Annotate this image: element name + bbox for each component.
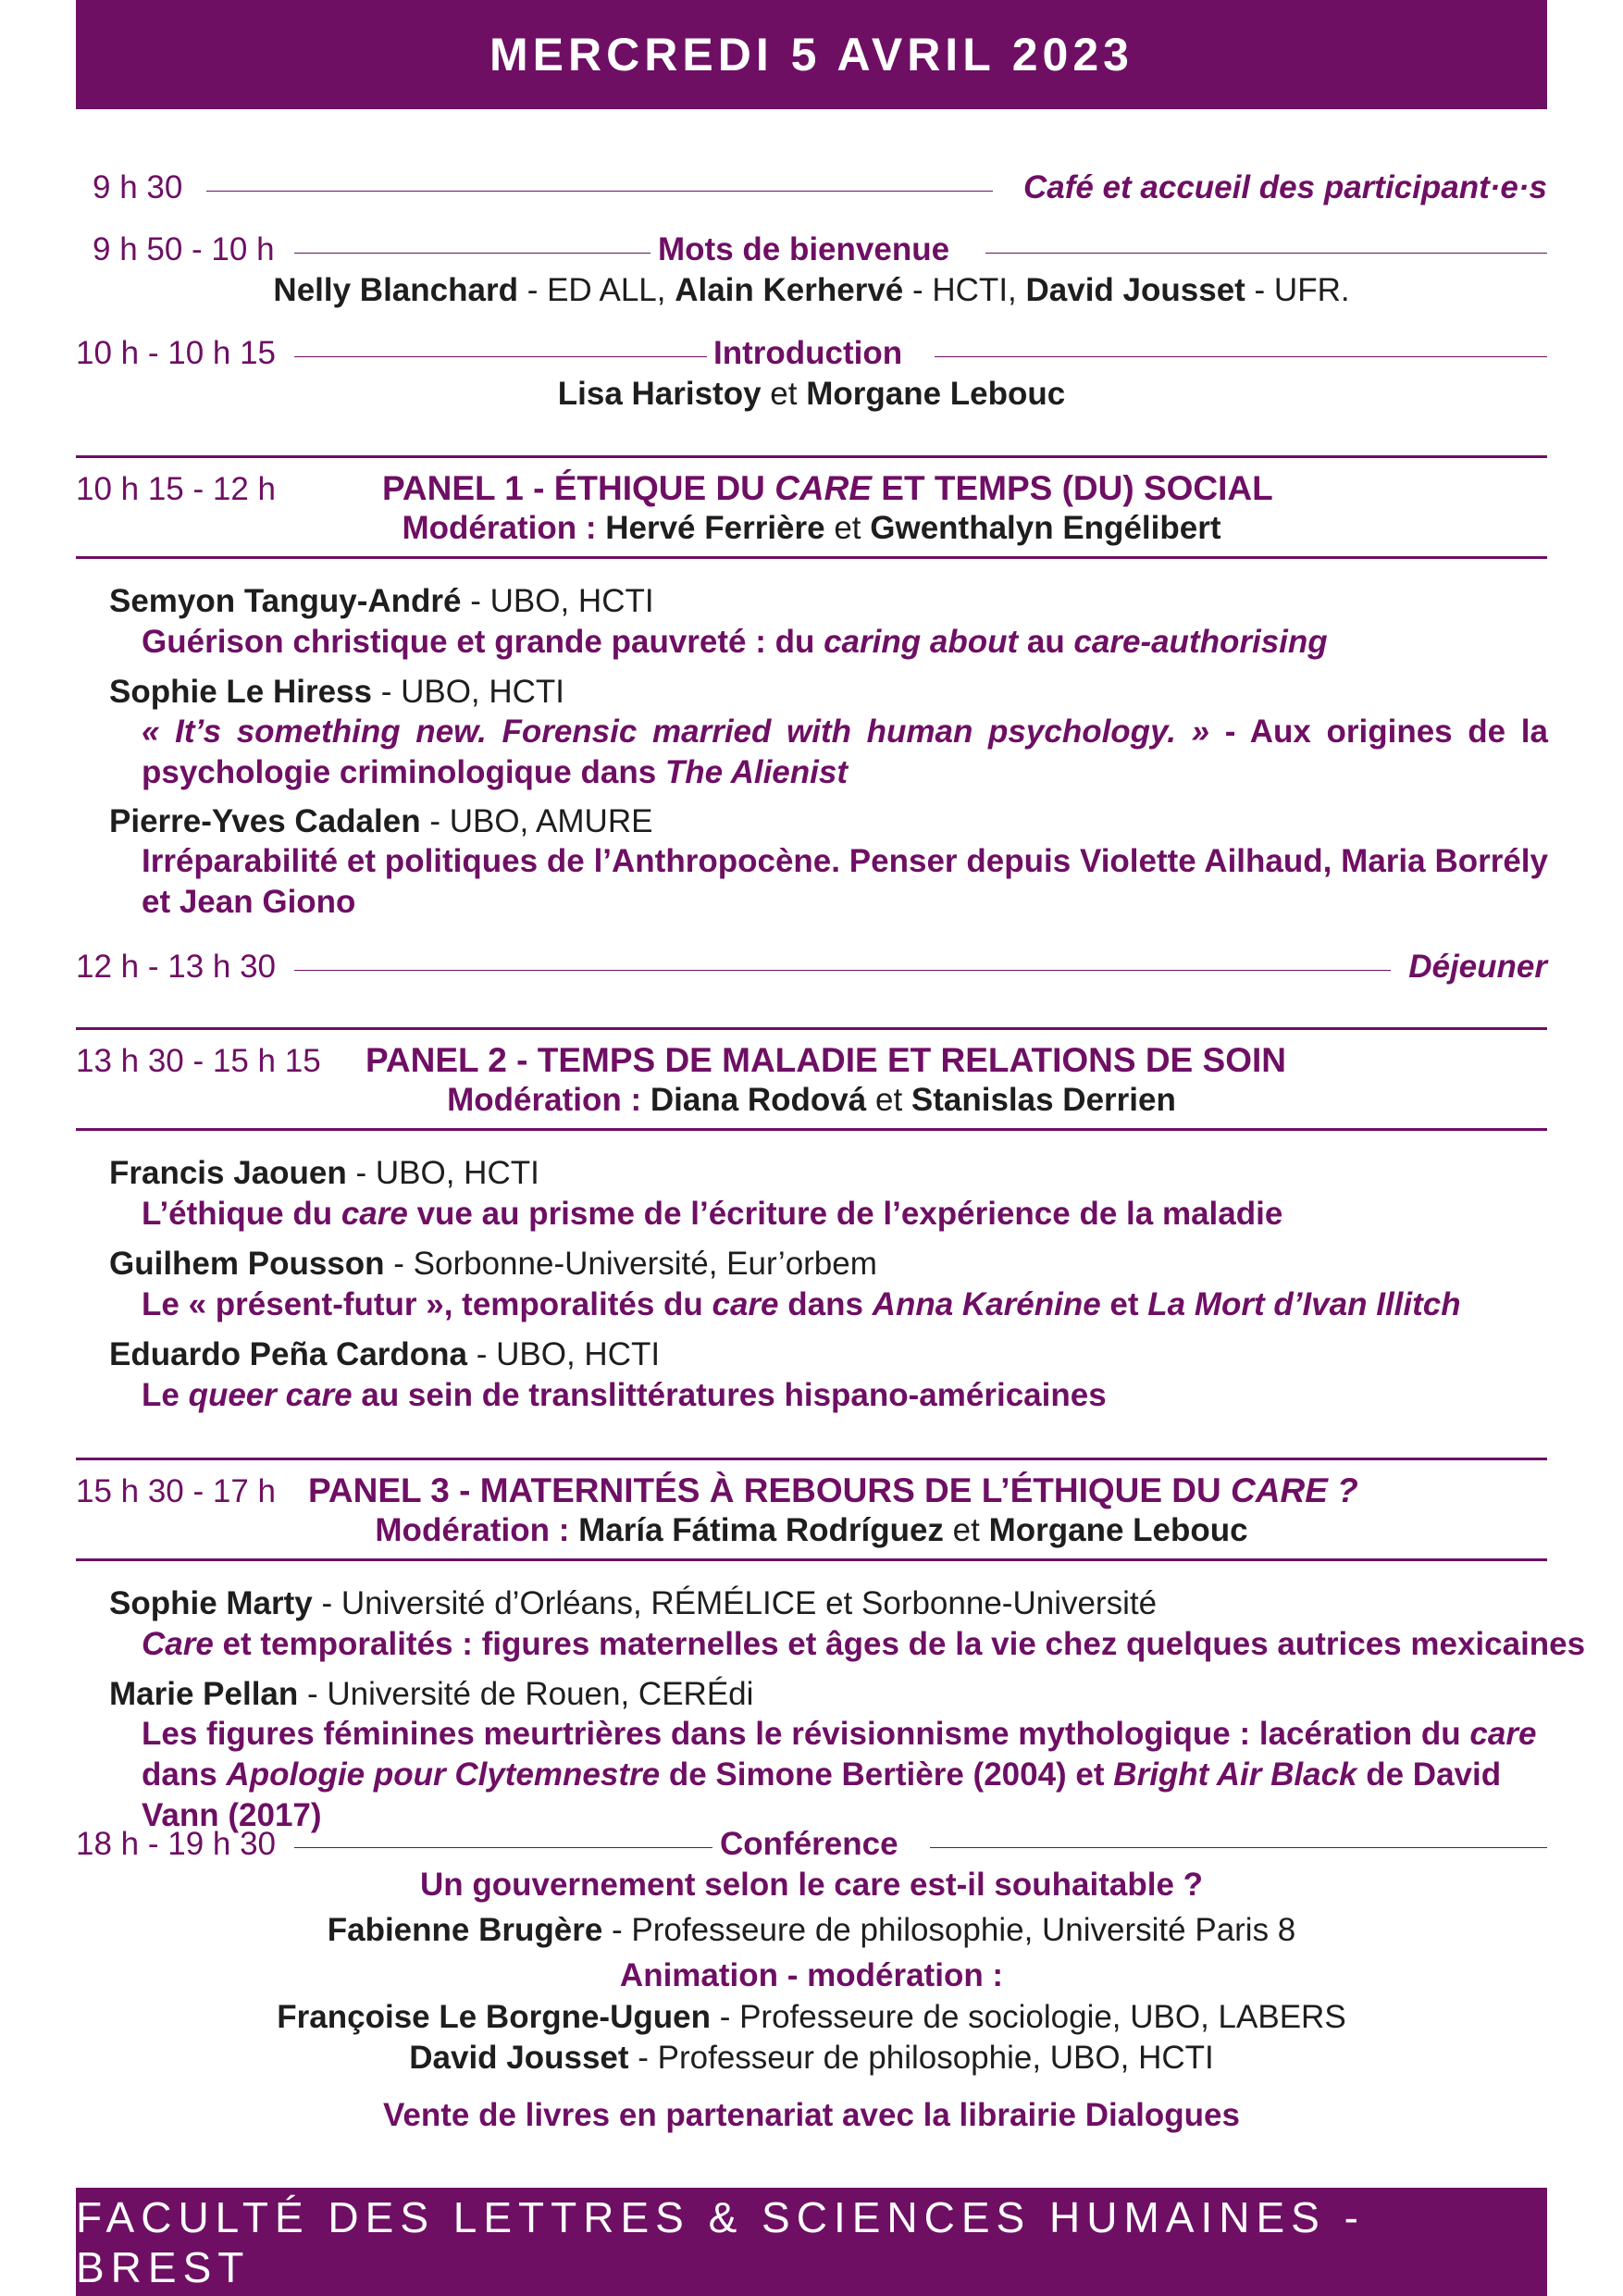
- footer-band: [76, 2188, 1547, 2296]
- time-dejeuner: 12 h - 13 h 30: [76, 949, 276, 985]
- divider-line: [294, 970, 1391, 971]
- speaker-line: Sophie Marty - Université d’Orléans, RÉMÉLICE et Sorbonne-Université: [109, 1585, 1158, 1621]
- bienvenue-speakers: Nelly Blanchard - ED ALL, Alain Kerhervé - HCTI, David Jousset - UFR.: [273, 272, 1350, 308]
- animator-1: Françoise Le Borgne-Uguen - Professeure de sociologie, UBO, LABERS: [277, 1999, 1346, 2035]
- event-date: MERCREDI 5 AVRIL 2023: [489, 29, 1134, 81]
- divider-line: [985, 253, 1547, 254]
- animation-label: Animation - modération :: [619, 1957, 1004, 1993]
- time-intro: 10 h - 10 h 15: [76, 335, 276, 371]
- time-bienvenue: 9 h 50 - 10 h: [93, 231, 275, 267]
- talk-title: « It’s something new. Forensic married with human psychology. » - Aux origines de la psychologie criminologique dans The Alienist: [142, 714, 1548, 790]
- talk-title: Care et temporalités : figures maternelles et âges de la vie chez quelques autrices mexicaines: [142, 1626, 1586, 1662]
- divider-line: [206, 191, 993, 192]
- time-cafe: 9 h 30: [93, 169, 183, 205]
- header-band: [76, 0, 1547, 109]
- conference-question: Un gouvernement selon le care est-il souhaitable ?: [419, 1867, 1204, 1903]
- divider-line: [935, 356, 1547, 357]
- panel2-time: 13 h 30 - 15 h 15: [76, 1043, 321, 1079]
- time-conference: 18 h - 19 h 30: [76, 1826, 276, 1862]
- divider-line: [294, 253, 650, 254]
- panel3-title: PANEL 3 - MATERNITÉS À REBOURS DE L’ÉTHIQUE DU CARE ?: [308, 1471, 1358, 1509]
- conference-speaker: Fabienne Brugère - Professeure de philosophie, Université Paris 8: [327, 1912, 1296, 1948]
- talk-title: Le queer care au sein de translittératures hispano-américaines: [142, 1377, 1107, 1413]
- intro-speakers: Lisa Haristoy et Morgane Lebouc: [557, 376, 1066, 412]
- divider-line: [294, 1847, 712, 1848]
- panel2-title: PANEL 2 - TEMPS DE MALADIE ET RELATIONS DE SOIN: [365, 1041, 1286, 1079]
- event-conference: Conférence: [720, 1826, 898, 1862]
- footer-label: FACULTÉ DES LETTRES & SCIENCES HUMAINES - BREST: [76, 2192, 1365, 2291]
- talk-title: Le « présent-futur », temporalités du care dans Anna Karénine et La Mort d’Ivan Illitch: [142, 1286, 1461, 1322]
- event-cafe: Café et accueil des participant·e·s: [1022, 169, 1547, 205]
- panel3-time: 15 h 30 - 17 h: [76, 1473, 276, 1509]
- speaker-line: Pierre-Yves Cadalen - UBO, AMURE: [109, 803, 653, 839]
- panel-divider: [76, 455, 1547, 458]
- talk-title: L’éthique du care vue au prisme de l’écriture de l’expérience de la maladie: [142, 1196, 1283, 1232]
- talk-title: Les figures féminines meurtrières dans le révisionnisme mythologique : lacération du care dans Apologie pour Clytemnestre de Simone Bertière (2004) et Bright Air Black de David Vann (2017): [142, 1716, 1537, 1833]
- panel-divider: [76, 1558, 1547, 1561]
- speaker-line: Francis Jaouen - UBO, HCTI: [109, 1155, 539, 1191]
- book-sale-note: Vente de livres en partenariat avec la librairie Dialogues: [383, 2097, 1240, 2133]
- panel-divider: [76, 1027, 1547, 1030]
- event-intro: Introduction: [713, 335, 903, 371]
- panel1-title: PANEL 1 - ÉTHIQUE DU CARE ET TEMPS (DU) SOCIAL: [382, 469, 1273, 507]
- speaker-line: Sophie Le Hiress - UBO, HCTI: [109, 674, 565, 710]
- talk-title: Irréparabilité et politiques de l’Anthropocène. Penser depuis Violette Ailhaud, Maria Borrély et Jean Giono: [142, 843, 1548, 920]
- speaker-line: Eduardo Peña Cardona - UBO, HCTI: [109, 1336, 661, 1372]
- speaker-line: Semyon Tanguy-André - UBO, HCTI: [109, 583, 654, 619]
- talk-title: Guérison christique et grande pauvreté : du caring about au care-authorising: [142, 624, 1328, 660]
- event-bienvenue: Mots de bienvenue: [658, 231, 950, 267]
- panel-divider: [76, 556, 1547, 559]
- event-dejeuner: Déjeuner: [1408, 949, 1547, 985]
- animator-2: David Jousset - Professeur de philosophie, UBO, HCTI: [409, 2040, 1214, 2076]
- divider-line: [294, 356, 707, 357]
- divider-line: [930, 1847, 1547, 1848]
- panel-divider: [76, 1128, 1547, 1131]
- speaker-line: Guilhem Pousson - Sorbonne-Université, Eur’orbem: [109, 1246, 877, 1282]
- panel1-moderation: Modération : Hervé Ferrière et Gwenthalyn Engélibert: [402, 510, 1221, 546]
- panel1-time: 10 h 15 - 12 h: [76, 471, 276, 507]
- panel-divider: [76, 1458, 1547, 1460]
- speaker-line: Marie Pellan - Université de Rouen, CERÉdi: [109, 1676, 754, 1712]
- panel2-moderation: Modération : Diana Rodová et Stanislas Derrien: [447, 1082, 1176, 1118]
- panel3-moderation: Modération : María Fátima Rodríguez et Morgane Lebouc: [375, 1512, 1248, 1548]
